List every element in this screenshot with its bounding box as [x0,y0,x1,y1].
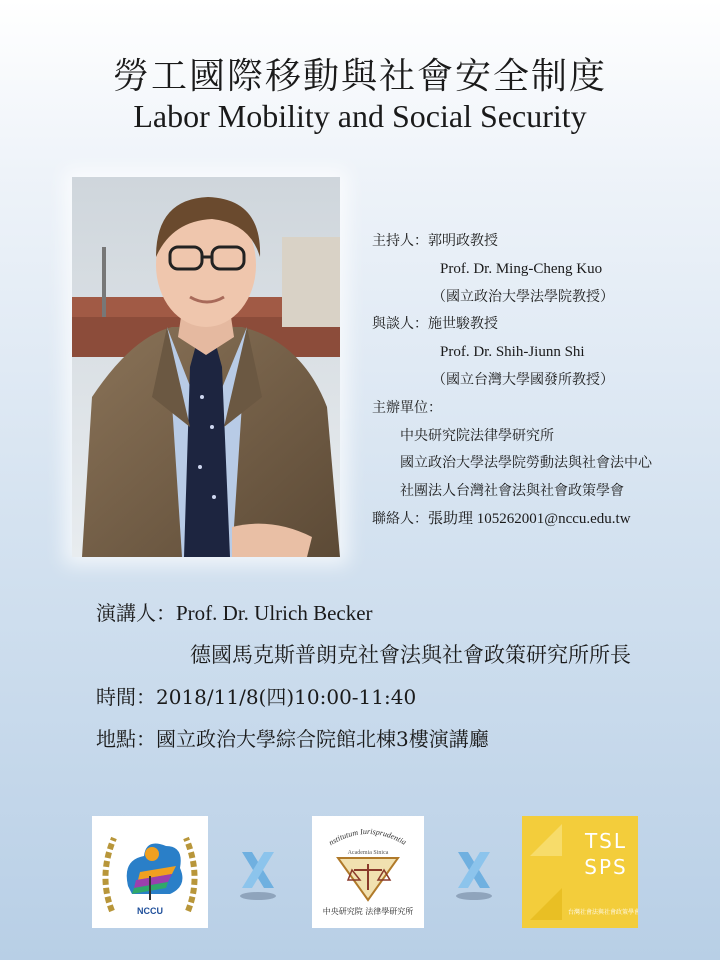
discussant-name-zh: 施世駿教授 [428,316,498,333]
time-value: 2018/11/8(四)10:00-11:40 [156,685,417,709]
ias-law-logo [312,816,424,928]
time-row [96,676,716,718]
tslsps-logo-line2: SPS [584,855,628,879]
speaker-photo [72,177,340,557]
organizers-label: 主辦單位： [372,399,442,416]
organizer-item: 國立政治大學法學院勞動法與社會法中心 [400,455,652,472]
ias-logo-top-text: nstitutum Iurisprudentia [327,826,408,848]
speaker-label: 演講人： [96,601,176,625]
title-chinese: 勞工國際移動與社會安全制度 [112,56,607,97]
speaker-name: Prof. Dr. Ulrich Becker [176,601,373,625]
contact-label: 聯絡人： [372,510,428,527]
tslsps-logo-line1: TSL [584,829,628,853]
organizer-item: 中央研究院法律學研究所 [400,427,554,444]
event-info-block [372,228,712,534]
host-name-en: Prof. Dr. Ming-Cheng Kuo [440,260,603,277]
contact-line [372,506,712,534]
host-line [372,228,712,256]
venue-value: 國立政治大學綜合院館北棟3樓演講廳 [156,727,489,751]
svg-text:Institutum Iurisprudentiae [312,816,408,847]
venue-label: 地點： [96,727,156,751]
organizer-item: 社團法人台灣社會法與社會政策學會 [400,483,624,500]
speaker-row [96,592,716,634]
cross-icon [452,846,496,902]
nccu-logo [92,816,208,928]
host-name-zh: 郭明政教授 [428,233,498,249]
discussant-name-en: Prof. Dr. Shih-Jiunn Shi [440,344,585,361]
venue-row [96,718,716,760]
ias-logo-bottom-text: 中央研究院 法律學研究所 [322,907,414,916]
nccu-logo-text: NCCU [137,906,163,916]
contact-value: 張助理 105262001@nccu.edu.tw [428,510,631,527]
discussant-title: （國立台灣大學國發所教授） [432,371,614,388]
event-details [96,592,716,760]
discussant-line [372,311,712,339]
cross-icon [236,846,280,902]
tslsps-logo [522,816,638,928]
tslsps-logo-bottom-text: 台灣社會法與社會政策學會 [567,909,638,916]
speaker-affiliation: 德國馬克斯普朗克社會法與社會政策研究所所長 [190,643,631,667]
ias-logo-sub-text: Academia Sinica [347,850,389,856]
host-title: （國立政治大學法學院教授） [432,288,614,305]
time-label: 時間： [96,685,156,709]
discussant-label: 與談人： [372,316,428,333]
host-label: 主持人： [372,233,428,249]
title-english: Labor Mobility and Social Security [133,98,587,134]
